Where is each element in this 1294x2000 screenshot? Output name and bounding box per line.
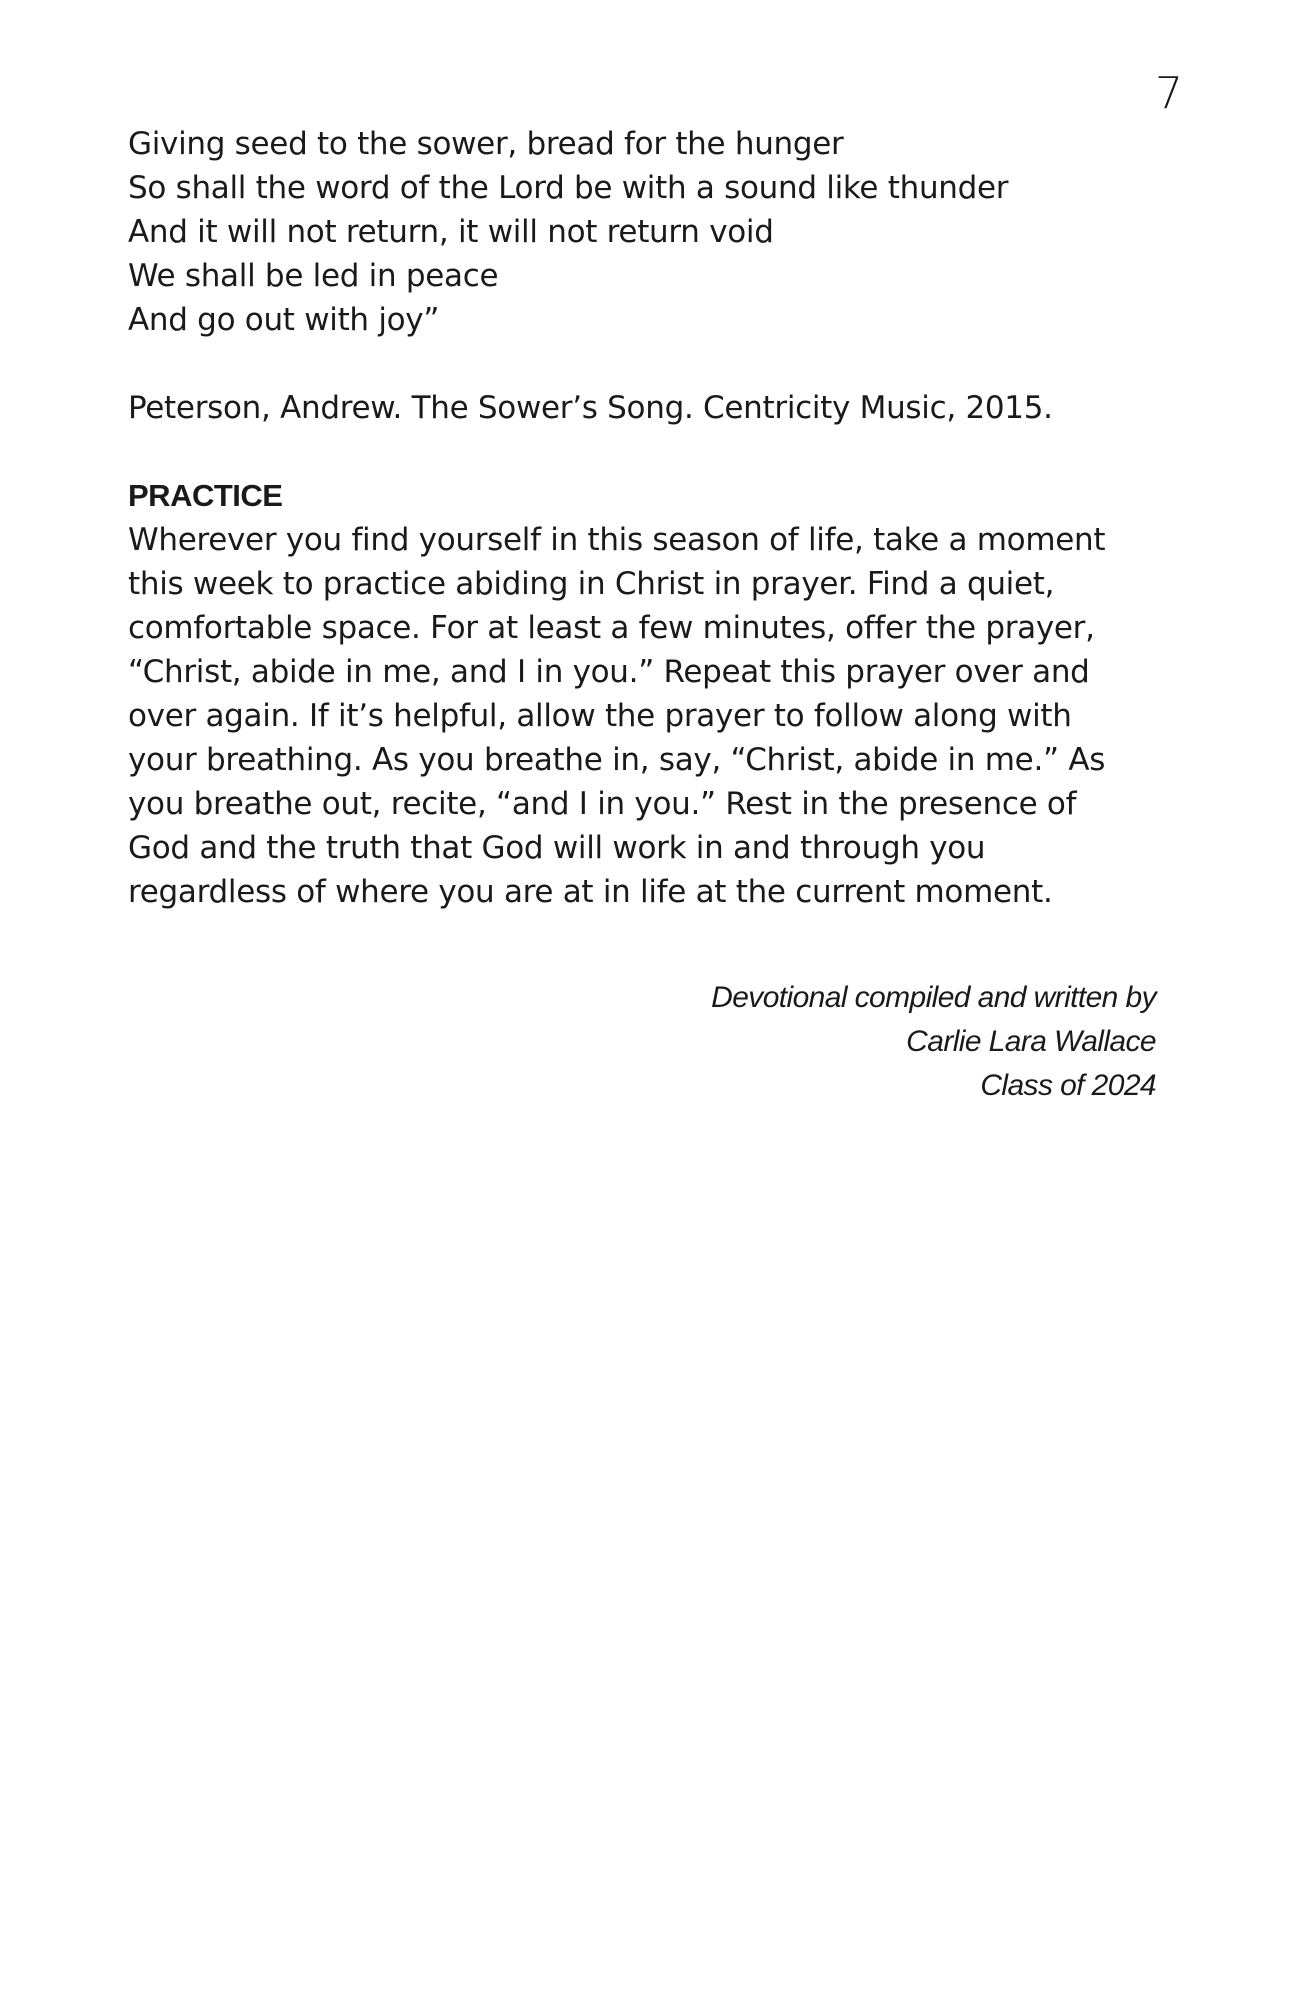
lyric-line: Giving seed to the sower, bread for the hunger (128, 126, 844, 162)
practice-line: over again. If it’s helpful, allow the prayer to follow along with (128, 698, 1072, 734)
lyric-line: And it will not return, it will not return void (128, 214, 774, 250)
author-signature (711, 976, 1156, 1108)
practice-line: your breathing. As you breathe in, say, “Christ, abide in me.” As (128, 742, 1106, 778)
lyric-line: So shall the word of the Lord be with a sound like thunder (128, 170, 1009, 206)
signature-class-year: Class of 2024 (980, 1069, 1156, 1102)
lyric-line: We shall be led in peace (128, 258, 499, 294)
practice-line: you breathe out, recite, “and I in you.” Rest in the presence of (128, 786, 1077, 822)
page-number: 7 (1155, 68, 1183, 119)
lyric-line: And go out with joy” (128, 302, 440, 338)
practice-line: God and the truth that God will work in and through you (128, 830, 986, 866)
signature-credit-line: Devotional compiled and written by (711, 981, 1156, 1014)
song-citation: Peterson, Andrew. The Sower’s Song. Centricity Music, 2015. (128, 390, 1053, 426)
practice-line: “Christ, abide in me, and I in you.” Repeat this prayer over and (128, 654, 1090, 690)
practice-paragraph (128, 518, 1168, 914)
practice-heading: PRACTICE (128, 478, 283, 513)
signature-author-name: Carlie Lara Wallace (906, 1025, 1156, 1058)
practice-line: Wherever you find yourself in this season of life, take a moment (128, 522, 1106, 558)
practice-line: regardless of where you are at in life at the current moment. (128, 874, 1053, 910)
document-body (128, 122, 1168, 914)
song-lyrics (128, 122, 1168, 342)
practice-line: this week to practice abiding in Christ in prayer. Find a quiet, (128, 566, 1055, 602)
practice-line: comfortable space. For at least a few minutes, offer the prayer, (128, 610, 1095, 646)
